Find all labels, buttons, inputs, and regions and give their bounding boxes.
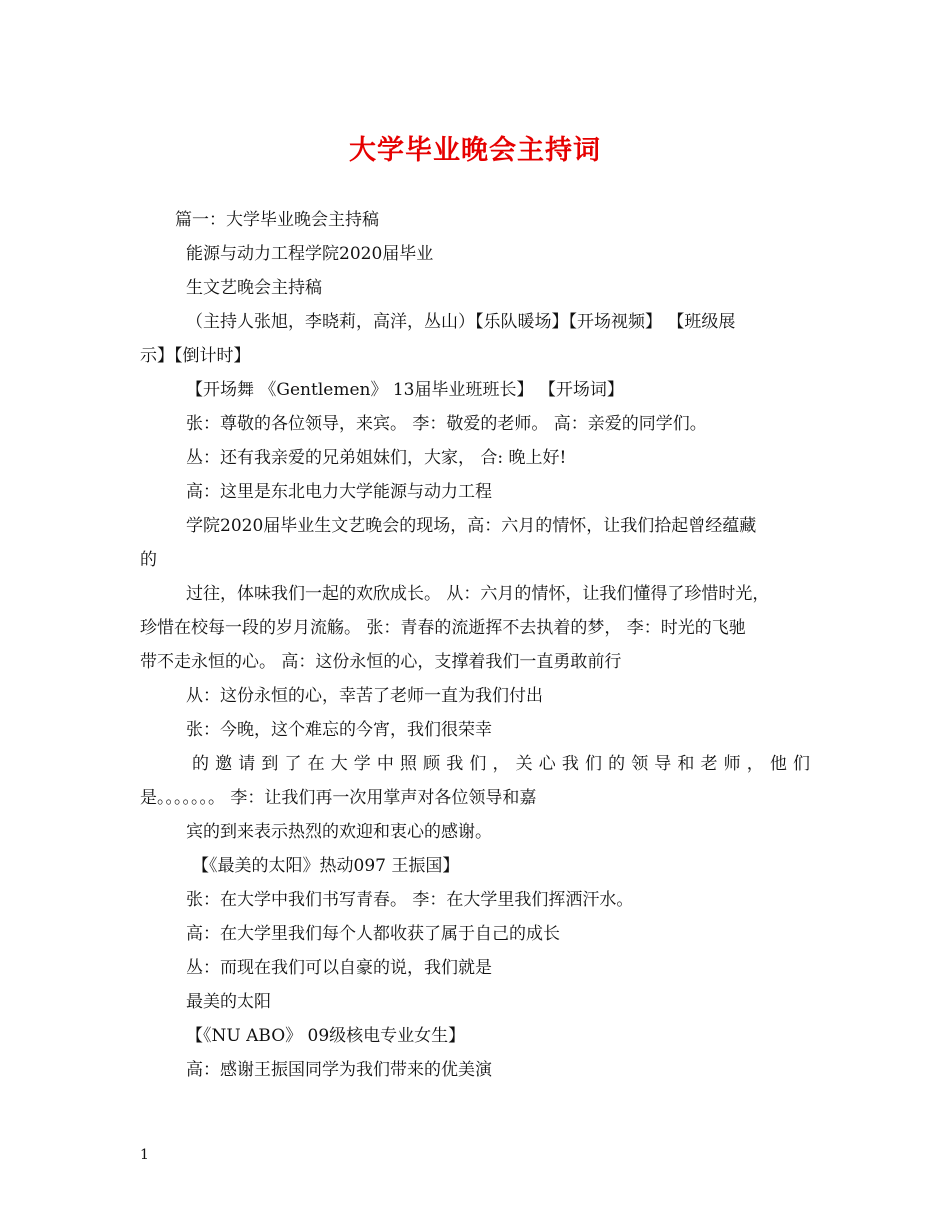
text-line: 张：在大学中我们书写青春。 李：在大学里我们挥洒汗水。 <box>186 890 634 910</box>
text-line: 【开场舞 《Gentlemen》 13届毕业班班长】 【开场词】 <box>186 380 624 400</box>
text-line: 示】【倒计时】 <box>140 346 251 366</box>
text-line: 丛：而现在我们可以自豪的说，我们就是 <box>186 958 492 978</box>
text-line: 学院2020届毕业生文艺晚会的现场，高：六月的情怀，让我们拾起曾经蕴藏 <box>186 516 757 536</box>
text-line: 张：尊敬的各位领导，来宾。 李：敬爱的老师。 高：亲爱的同学们。 <box>186 414 707 434</box>
text-line: 高：感谢王振国同学为我们带来的优美演 <box>186 1060 492 1080</box>
text-line: 【《NU ABO》 09级核电专业女生】 <box>186 1026 466 1046</box>
text-line: 生文艺晚会主持稿 <box>186 278 322 298</box>
text-line: 宾的到来表示热烈的欢迎和衷心的感谢。 <box>186 822 492 842</box>
text-line: 的 <box>140 550 157 570</box>
text-line: 高：这里是东北电力大学能源与动力工程 <box>186 482 492 502</box>
text-line: 从：这份永恒的心，幸苦了老师一直为我们付出 <box>186 686 543 706</box>
text-line: （主持人张旭，李晓莉，高洋，丛山）【乐队暖场】【开场视频】 【班级展 <box>186 312 736 332</box>
text-line: 【《最美的太阳》热动097 王振国】 <box>192 856 460 876</box>
text-line: 珍惜在校每一段的岁月流觞。 张：青春的流逝挥不去执着的梦， 李：时光的飞驰 <box>140 618 746 638</box>
text-line: 能源与动力工程学院2020届毕业 <box>186 244 434 264</box>
text-line: 过往，体味我们一起的欢欣成长。 从：六月的情怀，让我们懂得了珍惜时光， <box>186 584 770 604</box>
text-line: 是。。。。。。。 李：让我们再一次用掌声对各位领导和嘉 <box>140 788 537 808</box>
text-line: 的邀请到了在大学中照顾我们，关心我们的领导和老师，他们 <box>192 754 810 774</box>
document-title: 大学毕业晚会主持词 <box>349 135 601 166</box>
text-line: 丛：还有我亲爱的兄弟姐妹们，大家， 合: 晚上好! <box>186 448 567 468</box>
text-line: 张：今晚，这个难忘的今宵，我们很荣幸 <box>186 720 492 740</box>
page-number: 1 <box>140 1147 149 1163</box>
text-line: 最美的太阳 <box>186 992 271 1012</box>
text-line: 高：在大学里我们每个人都收获了属于自己的成长 <box>186 924 560 944</box>
text-line: 篇一：大学毕业晚会主持稿 <box>175 210 379 230</box>
text-line: 带不走永恒的心。 高：这份永恒的心，支撑着我们一直勇敢前行 <box>140 652 622 672</box>
